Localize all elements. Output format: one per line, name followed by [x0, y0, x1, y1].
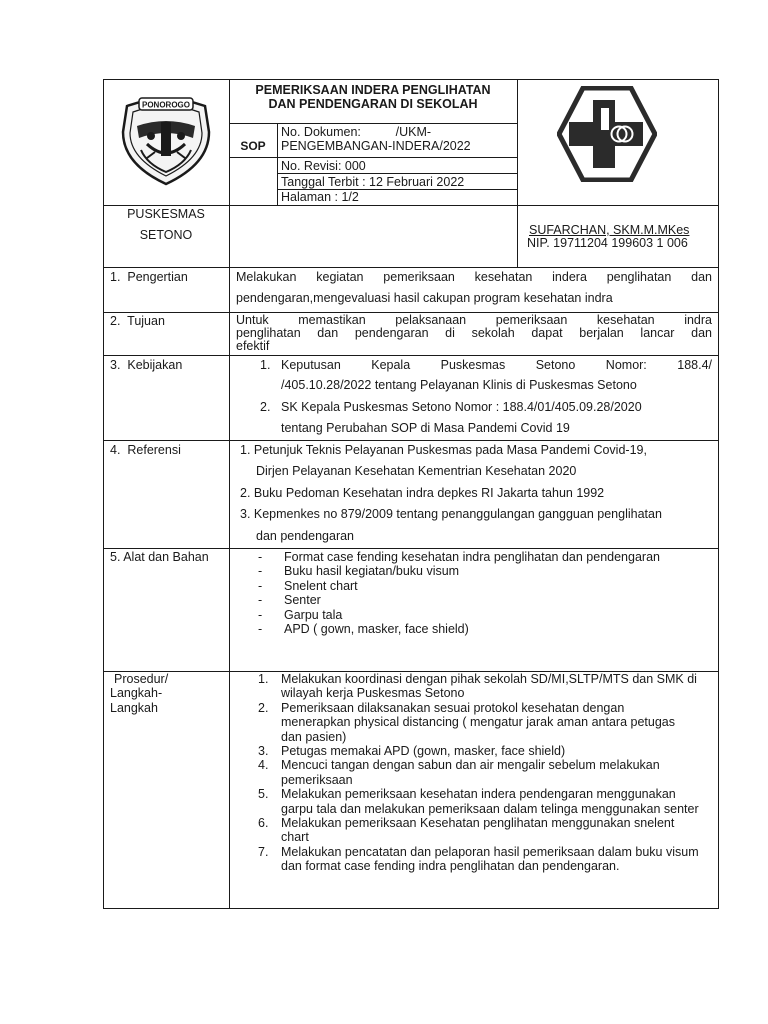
list-item-bullet: -: [258, 578, 263, 593]
puskesmas-logo: [557, 86, 657, 182]
signer-name: SUFARCHAN, SKM.M.MKes: [529, 223, 690, 237]
step-number: 4.: [258, 758, 269, 773]
step-text: Melakukan koordinasi dengan pihak sekolah SD/MI,SLTP/MTS dan SMK di wilayah kerja Puskesmas Setono: [281, 672, 697, 701]
section-label-tujuan: 2. Tujuan: [110, 314, 165, 328]
referensi-item-3-line-2: dan pendengaran: [256, 529, 355, 543]
kebijakan-item-1-line-2: /405.10.28/2022 tentang Pelayanan Klinis di Puskesmas Setono: [281, 378, 637, 392]
step-text: Mencuci tangan dengan sabun dan air mengalir sebelum melakukan pemeriksaan: [281, 758, 660, 787]
table-divider-header-bottom: [103, 205, 719, 206]
kebijakan-item-2-line-2: tentang Perubahan SOP di Masa Pandemi Covid 19: [281, 421, 570, 435]
list-item: Senter: [284, 593, 321, 608]
issue-date: Tanggal Terbit : 12 Februari 2022: [281, 175, 465, 189]
section-label-pengertian: 1. Pengertian: [110, 270, 188, 284]
table-border-left: [103, 79, 104, 909]
list-item: Garpu tala: [284, 607, 343, 622]
table-divider-header-sop: [229, 123, 517, 124]
step-number: 1.: [258, 672, 269, 686]
table-divider-sop-cell: [277, 123, 278, 206]
revision-number: No. Revisi: 000: [281, 159, 366, 173]
step-number: 7.: [258, 844, 269, 859]
list-item: [258, 672, 708, 701]
document-title-line-1: PEMERIKSAAN INDERA PENGLIHATAN: [255, 83, 491, 97]
step-text: Melakukan pemeriksaan Kesehatan penglihatan menggunakan snelent chart: [281, 816, 675, 845]
step-text: Melakukan pencatatan dan pelaporan hasil pemeriksaan dalam buku visum dan format case fending indra penglihatan dan pendengaran.: [281, 844, 699, 874]
section-label-prosedur-line-2: Langkah-: [110, 686, 163, 700]
table-divider-sop-revisi: [229, 157, 517, 158]
list-item: [258, 787, 708, 816]
kebijakan-item-2-line-1: SK Kepala Puskesmas Setono Nomor : 188.4/01/405.09.28/2020: [281, 400, 642, 414]
list-item-bullet: -: [258, 622, 263, 636]
list-item: Buku hasil kegiatan/buku visum: [284, 564, 460, 579]
step-number: 2.: [258, 700, 269, 715]
referensi-item-1-line-1: 1. Petunjuk Teknis Pelayanan Puskesmas pada Masa Pandemi Covid-19,: [240, 443, 647, 457]
referensi-item-1-line-2: Dirjen Pelayanan Kesehatan Kementrian Kesehatan 2020: [256, 464, 577, 478]
list-item-bullet: -: [258, 550, 263, 564]
table-divider-tujuan-bottom: [103, 355, 719, 356]
step-number: 6.: [258, 816, 269, 831]
table-divider-revisi-tanggal: [277, 173, 517, 174]
table-border-top: [103, 79, 719, 80]
list-item: Snelent chart: [284, 578, 358, 593]
table-border-right: [718, 79, 719, 909]
table-column-divider: [229, 79, 230, 909]
step-number: 5.: [258, 787, 269, 802]
list-item: [258, 744, 708, 758]
table-divider-kebijakan-bottom: [103, 440, 719, 441]
prosedur-steps-list: [258, 672, 708, 874]
kebijakan-item-2-number: 2.: [260, 400, 271, 414]
list-item-bullet: -: [258, 593, 263, 608]
section-label-referensi: 4. Referensi: [110, 443, 181, 457]
document-title-line-2: DAN PENDENGARAN DI SEKOLAH: [268, 97, 478, 111]
table-divider-org-bottom: [103, 267, 719, 268]
document-number-line-1: No. Dokumen: /UKM-: [281, 125, 432, 139]
section-label-kebijakan: 3. Kebijakan: [110, 358, 183, 372]
list-item: APD ( gown, masker, face shield): [284, 622, 469, 636]
sop-label: SOP: [240, 139, 266, 153]
section-label-prosedur-line-1: Prosedur/: [114, 672, 169, 686]
pengertian-text-line-2: pendengaran,mengevaluasi hasil cakupan program kesehatan indra: [236, 291, 613, 305]
referensi-item-3-line-1: 3. Kepmenkes no 879/2009 tentang penanggulangan gangguan penglihatan: [240, 507, 662, 521]
list-item: [258, 816, 708, 845]
kebijakan-item-1-number: 1.: [260, 358, 271, 372]
tujuan-text-line-1: Untuk memastikan pelaksanaan pemeriksaan kesehatan indra: [236, 313, 712, 327]
step-text: Pemeriksaan dilaksanakan sesuai protokol kesehatan dengan menerapkan physical distancing ( mengatur jarak aman antara petugas dan pasien): [281, 700, 675, 744]
table-divider-referensi-bottom: [103, 548, 719, 549]
page-number: Halaman : 1/2: [281, 190, 359, 204]
list-item-bullet: -: [258, 564, 263, 579]
list-item: [258, 701, 708, 744]
signer-nip: NIP. 19711204 199603 1 006: [527, 236, 688, 250]
table-border-bottom: [103, 908, 719, 909]
pengertian-text-line-1: Melakukan kegiatan pemeriksaan kesehatan indera penglihatan dan: [236, 270, 712, 284]
step-text: Petugas memakai APD (gown, masker, face shield): [281, 744, 566, 759]
logo-lettering: PONOROGO: [141, 100, 191, 110]
referensi-item-2: 2. Buku Pedoman Kesehatan indra depkes RI Jakarta tahun 1992: [240, 486, 605, 500]
organization-name-line-1: PUSKESMAS: [127, 207, 205, 221]
section-label-prosedur-line-3: Langkah: [110, 701, 158, 715]
list-item: Format case fending kesehatan indra penglihatan dan pendengaran: [284, 550, 660, 564]
ponorogo-emblem-logo: [117, 92, 215, 188]
kebijakan-item-1-line-1: Keputusan Kepala Puskesmas Setono Nomor: 188.4/: [281, 358, 712, 372]
tujuan-text-line-3: efektif: [236, 339, 270, 353]
step-number: 3.: [258, 744, 269, 759]
tujuan-text-line-2: penglihatan dan pendengaran di sekolah dapat berjalan lancar dan: [236, 326, 712, 340]
list-item: [258, 845, 708, 874]
document-number-line-2: PENGEMBANGAN-INDERA/2022: [281, 139, 471, 153]
organization-name-line-2: SETONO: [139, 228, 193, 242]
section-label-alat-dan-bahan: 5. Alat dan Bahan: [110, 550, 209, 564]
table-divider-right-header: [517, 79, 518, 268]
list-item: [258, 758, 708, 787]
list-item-bullet: -: [258, 607, 263, 622]
step-text: Melakukan pemeriksaan kesehatan indera pendengaran menggunakan garpu tala dan melakukan pemeriksaan dalam telinga menggunakan senter: [281, 787, 699, 816]
